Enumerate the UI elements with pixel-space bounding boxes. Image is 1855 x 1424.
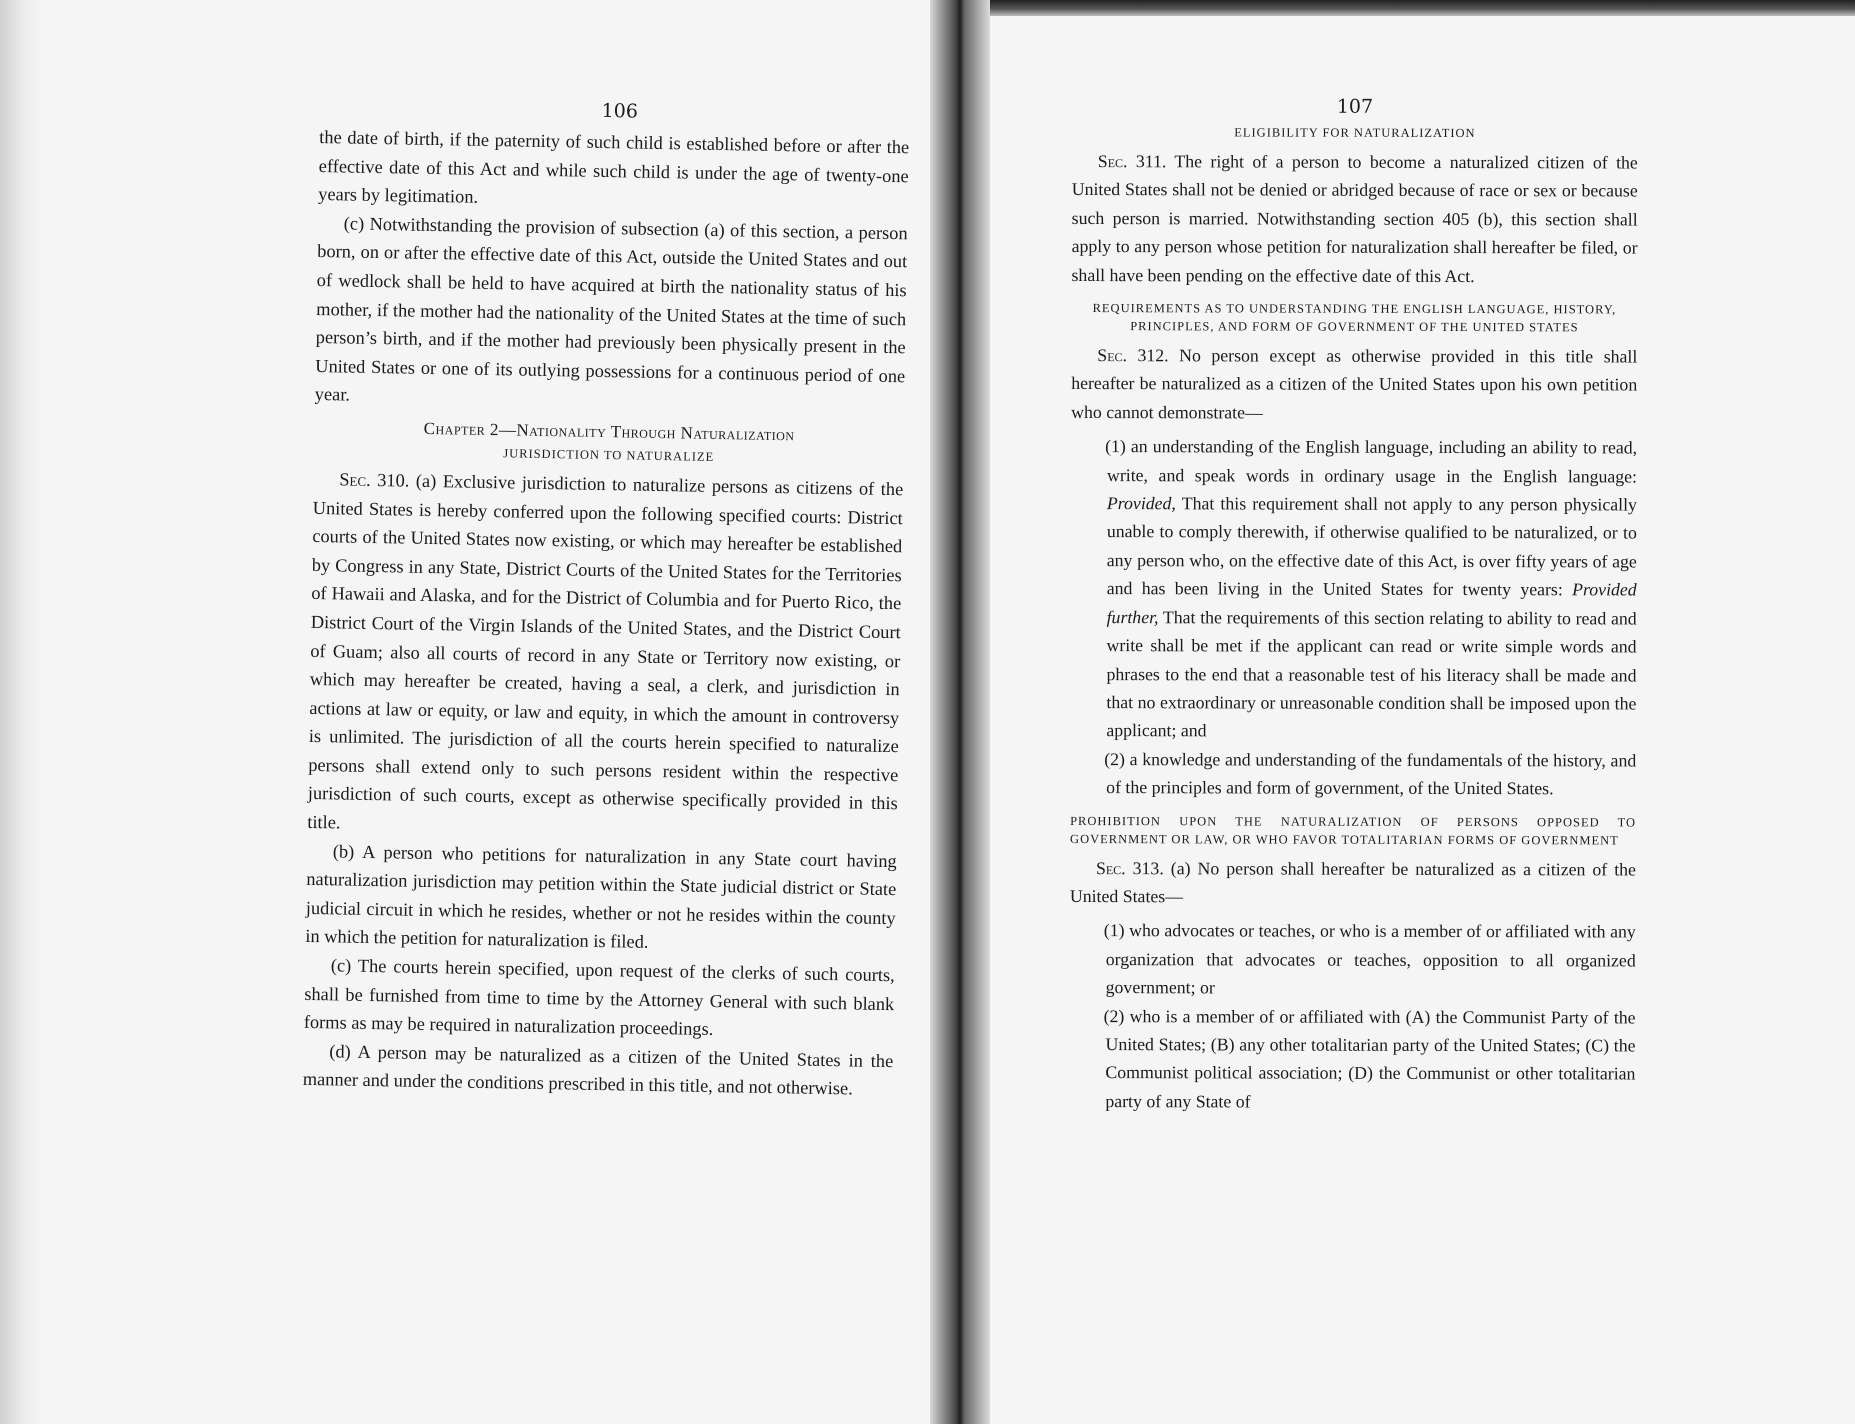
chapter-title: Chapter 2—Nationality Through Naturalization: [423, 418, 795, 445]
section-label: Sec. 310.: [339, 469, 410, 491]
proviso-label: Provided further,: [1106, 579, 1637, 627]
section-label: Sec. 311.: [1097, 151, 1167, 172]
section-text: No person except as otherwise provided in this title shall hereafter be naturalized as a citizen of the United States upon his own petition who cannot demonstrate—: [1071, 345, 1638, 423]
left-page: [303, 95, 910, 1104]
section-310-d: (d) A person may be naturalized as a citizen of the United States in the manner and under the conditions prescribed in this title, and not otherwise.: [302, 1041, 894, 1099]
section-311: [1071, 147, 1637, 291]
section-313-2: (2) who is a member of or affiliated with (A) the Communist Party of the United States; (B) any other totalitarian party of the United States; (C) the Communist political association; (D) the Communist or other totalitarian party of any State of: [1103, 1005, 1636, 1112]
section-heading: ELIGIBILITY FOR NATURALIZATION: [1234, 125, 1476, 141]
page-edge-left: [0, 0, 40, 1424]
section-text: The right of a person to become a naturalized citizen of the United States shall not be denied or abridged because of race or sex or because such person is married. Notwithstanding section 405 (b), this section shall apply to any person whose petition for naturalization shall hereafter be filed, or shall have been pending on the effective date of this Act.: [1071, 151, 1638, 286]
section-label: Sec. 312.: [1097, 345, 1169, 366]
section-310-b: (b) A person who petitions for naturalization in any State court having naturalization jurisdiction may petition within the State judicial district or State judicial circuit in which he resides, whether or not he resides within the county in which the petition for naturalization is filed.: [305, 840, 897, 953]
section-310-a: [307, 465, 903, 847]
right-page: [1069, 95, 1638, 1117]
section-heading: REQUIREMENTS AS TO UNDERSTANDING THE ENGLISH LANGUAGE, HISTORY, PRINCIPLES, AND FORM OF GOVERNMENT OF THE UNITED STATES: [1092, 301, 1617, 335]
scanner-edge-top: [990, 0, 1855, 16]
proviso-label: Provided,: [1106, 493, 1176, 514]
section-312-1: [1070, 432, 1637, 746]
section-312-2: (2) a knowledge and understanding of the fundamentals of the history, and of the principles and form of government, of the United States.: [1104, 748, 1637, 799]
section-313: [1070, 854, 1636, 912]
clause-text: That this requirement shall not apply to any person physically unable to comply therewith, if otherwise qualified to be naturalized, or to any person who, on the effective date of this Act, is over fifty years of age and has been living in the United States for twenty years:: [1106, 493, 1637, 600]
book-gutter: [930, 0, 990, 1424]
section-heading: PROHIBITION UPON THE NATURALIZATION OF PERSONS OPPOSED TO GOVERNMENT OR LAW, OR WHO FAVOR TOTALITARIAN FORMS OF GOVERNMENT: [1070, 813, 1637, 847]
section-312: [1071, 341, 1637, 428]
paragraph: the date of birth, if the paternity of such child is established before or after the effective date of this Act and while such child is under the age of twenty-one years by legitimation.: [318, 126, 910, 207]
clause-text: That the requirements of this section relating to ability to read and write shall be met if the applicant can read or write simple words and phrases to the end that a reasonable test of his literacy shall be made and that no extraordinary or unreasonable condition shall be imposed upon the applicant; and: [1106, 606, 1637, 741]
page-number: 107: [1336, 95, 1374, 118]
section-310-c: (c) The courts herein specified, upon request of the clerks of such courts, shall be furnished from time to time by the Attorney General with such blank forms as may be required in naturalization proceedings.: [303, 955, 895, 1040]
section-text: (a) No person shall hereafter be naturalized as a citizen of the United States—: [1069, 857, 1637, 907]
section-label: Sec. 313.: [1095, 857, 1164, 878]
section-313-1: (1) who advocates or teaches, or who is a member of or affiliated with any organization that advocates or teaches, opposition to all organized government; or: [1103, 920, 1636, 998]
section-heading: JURISDICTION TO NATURALIZE: [503, 446, 715, 464]
page-number: 106: [601, 99, 639, 123]
paragraph: (c) Notwithstanding the provision of subsection (a) of this section, a person born, on or after the effective date of this Act, outside the United States and out of wedlock shall be held to have acquired at birth the nationality status of his mother, if the mother had the nationality of the United States at the time of such person’s birth, and if the mother had previously been physically present in the United States or one of its outlying possessions for a continuous period of one year.: [314, 213, 908, 405]
clause-text: (1) an understanding of the English language, including an ability to read, write, and speak words in ordinary usage in the English language:: [1105, 436, 1638, 487]
section-text: (a) Exclusive jurisdiction to naturalize persons as citizens of the United States is hereby conferred upon the following specified courts: District courts of the United States now existing, or which may hereafter be established by Congress in any State, District Courts of the United States for the Territories of Hawaii and Alaska, and for the District of Columbia and for Puerto Rico, the District Court of the Virgin Islands of the United States, and the District Court of Guam; also all courts of record in any State or Territory now existing, or which may hereafter be created, having a seal, a clerk, and jurisdiction in actions at law or equity, or law and equity, in which the amount in controversy is unlimited. The jurisdiction of all the courts herein specified to naturalize persons shall extend only to such persons resident within the respective jurisdiction of such courts, except as otherwise specifically provided in this title.: [307, 470, 904, 833]
